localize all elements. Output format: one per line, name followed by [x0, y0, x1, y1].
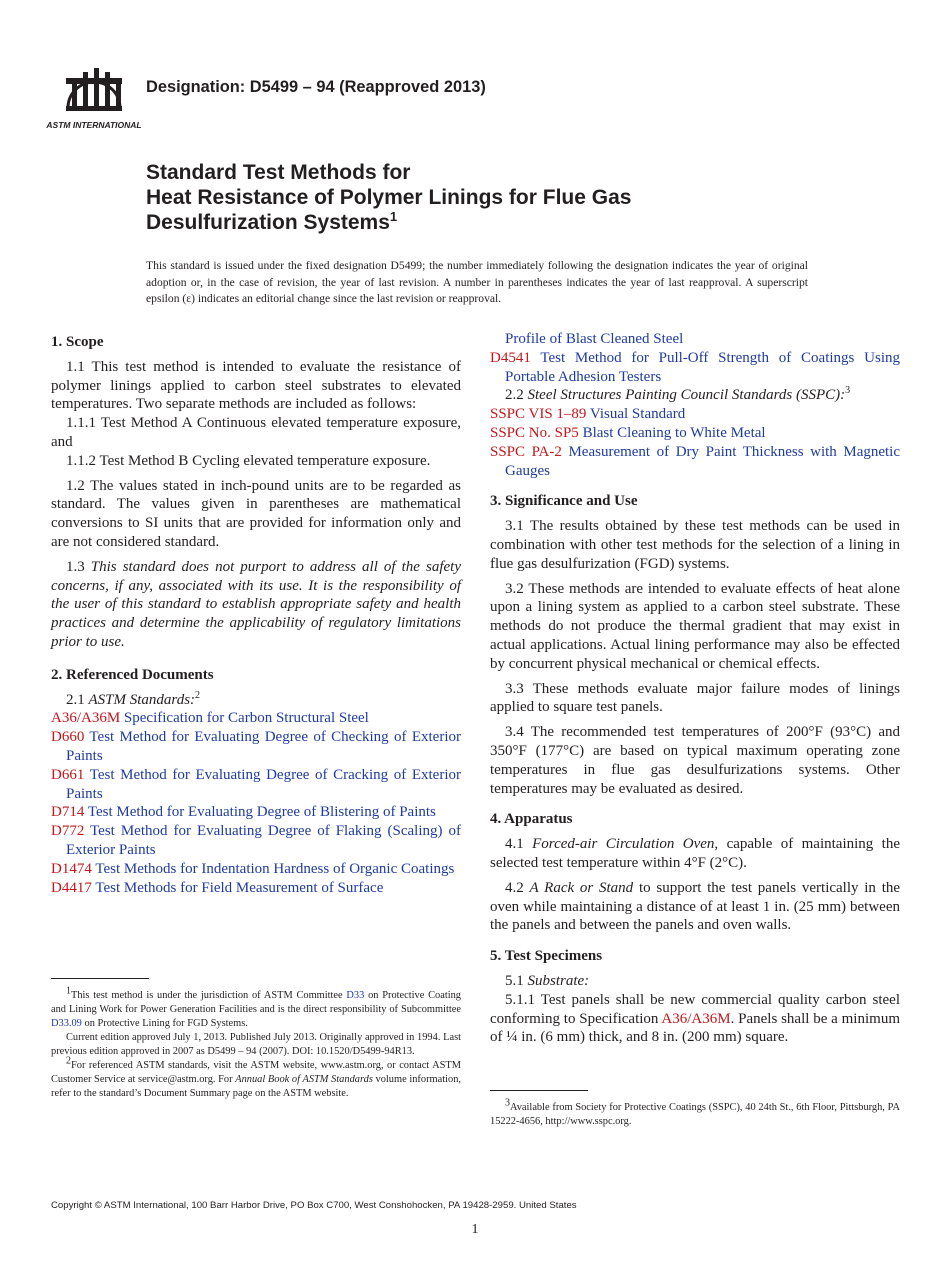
- ref-title[interactable]: Test Methods for Field Measurement of Surface: [95, 879, 384, 896]
- footnote-1-text-a: This test method is under the jurisdiction of ASTM Committee: [71, 990, 343, 1001]
- paragraph-1-3-text: This standard does not purport to address all of the safety concerns, if any, associated with its use. It is the responsibility of the user of this standard to establish appropriate safety and health practices and determine the applicability of regulatory limitations prior to use.: [51, 558, 461, 650]
- astm-international-logo: [46, 58, 142, 132]
- section-heading-scope: 1. Scope: [51, 334, 104, 350]
- ref-title[interactable]: Visual Standard: [589, 406, 686, 423]
- paragraph-1-1-1: 1.1.1 Test Method A Continuous elevated temperature exposure, and: [51, 415, 461, 450]
- paragraph-3-2: 3.2 These methods are intended to evaluate effects of heat alone upon a lining system as applied to a carbon steel substrate. These methods do not produce the thermal gradient that may exist in actual applications. Actual lining performance may also be effected by concurrent physical mechanical or chemical effects.: [490, 580, 900, 672]
- footnotes-right: [490, 1090, 900, 1129]
- ref-title[interactable]: Measurement of Dry Paint Thickness with Magnetic Gauges: [505, 443, 901, 479]
- title-footnote-mark: 1: [389, 209, 398, 224]
- copyright-notice: Copyright © ASTM International, 100 Barr Harbor Drive, PO Box C700, West Conshohocken, PA 19428-2959. United States: [51, 1200, 577, 1211]
- paragraph-5-1-1-text-b: . Panels shall be a minimum of ¼ in. (6 mm) thick, and 8 in. (200 mm) square.: [490, 1010, 900, 1046]
- ref-code[interactable]: A36/A36M: [51, 710, 121, 727]
- ref-title[interactable]: Test Method for Pull-Off Strength of Coatings Using Portable Adhesion Testers: [505, 349, 900, 385]
- paragraph-4-1-label: Forced-air Circulation Oven,: [532, 836, 719, 853]
- ref-title[interactable]: Test Method for Evaluating Degree of Cracking of Exterior Paints: [66, 766, 461, 802]
- ref-sspc-pa2[interactable]: [490, 443, 900, 481]
- ref-d772[interactable]: [51, 822, 461, 860]
- footnote-1-link-subcommittee[interactable]: D33.09: [51, 1018, 82, 1029]
- ref-sspc-sp5[interactable]: [490, 424, 900, 443]
- footnote-2: [51, 1055, 461, 1101]
- ref-code[interactable]: D660: [51, 729, 85, 746]
- section-heading-apparatus: 4. Apparatus: [490, 811, 573, 828]
- ref-code[interactable]: D4541: [490, 349, 531, 366]
- footnote-rule: [490, 1090, 588, 1091]
- ref-code[interactable]: D661: [51, 766, 85, 783]
- ref-title[interactable]: Test Method for Evaluating Degree of Blistering of Paints: [87, 804, 436, 821]
- ref-title[interactable]: Specification for Carbon Structural Steel: [123, 710, 369, 727]
- section-heading-referenced-documents: 2. Referenced Documents: [51, 666, 214, 683]
- ref-d1474[interactable]: [51, 860, 461, 879]
- section-heading-significance: 3. Significance and Use: [490, 493, 638, 510]
- section-heading-test-specimens: 5. Test Specimens: [490, 948, 603, 965]
- footnote-1-link-committee[interactable]: D33: [346, 990, 365, 1001]
- paragraph-5-1-1-link[interactable]: A36/A36M: [661, 1010, 731, 1027]
- right-column: [490, 330, 900, 1047]
- ref-d4417[interactable]: [51, 879, 461, 898]
- title-line-1: Standard Test Methods for: [146, 161, 411, 184]
- ref-title[interactable]: Blast Cleaning to White Metal: [582, 424, 766, 441]
- paragraph-2-2-label: Steel Structures Painting Council Standards (SSPC):: [527, 387, 846, 404]
- footnote-2-italic: Annual Book of ASTM Standards: [235, 1074, 373, 1085]
- title-line-2: Heat Resistance of Polymer Linings for Flue Gas: [146, 186, 632, 209]
- paragraph-1-2: 1.2 The values stated in inch-pound units are to be regarded as standard. The values given in parentheses are mathematical conversions to SI units that are provided for information only and are not considered standard.: [51, 477, 461, 550]
- paragraph-4-1-number: 4.1: [505, 836, 524, 853]
- paragraph-4-2-text: to support the test panels vertically in the oven while maintaining a distance of at least 1 in. (25 mm) between the panels and between the panels and oven walls.: [490, 879, 901, 934]
- paragraph-5-1-1: [490, 991, 900, 1047]
- paragraph-4-1: [490, 835, 900, 873]
- footnote-3: [490, 1097, 900, 1129]
- paragraph-1-3-number: 1.3: [66, 558, 85, 575]
- footnote-2-mark: 2: [66, 1055, 71, 1067]
- footnote-rule: [51, 978, 149, 979]
- paragraph-4-2-number: 4.2: [505, 879, 524, 896]
- ref-title[interactable]: Test Method for Evaluating Degree of Checking of Exterior Paints: [66, 729, 461, 764]
- paragraph-3-1: 3.1 The results obtained by these test methods can be used in combination with other test methods for the selection of a lining in flue gas desulfurization (FGD) systems.: [490, 518, 900, 572]
- paragraph-3-4: 3.4 The recommended test temperatures of 200°F (93°C) and 350°F (177°C) are based on typical maximum operating zone temperatures in flue gas desulfurizations systems. Other temperatures may be evaluated as desired.: [490, 724, 900, 797]
- ref-code[interactable]: SSPC PA-2: [490, 443, 562, 460]
- paragraph-5-1: [490, 972, 900, 991]
- ref-code[interactable]: D1474: [51, 860, 92, 877]
- ref-sspc-vis[interactable]: [490, 405, 900, 424]
- paragraph-2-2: [490, 386, 900, 405]
- standard-note: This standard is issued under the fixed designation D5499; the number immediately following the designation indicates the year of original adoption or, in the case of revision, the year of last revision. A number in parentheses indicates the year of last reapproval. A superscript epsilon (ε) indicates an editorial change since the last revision or reapproval.: [146, 259, 808, 305]
- ref-d4541[interactable]: [490, 349, 900, 387]
- footnote-2-text-a: For referenced ASTM standards, visit the ASTM website, www.astm.org, or contact ASTM Customer Service at service@astm.org. For: [51, 1060, 461, 1085]
- paragraph-4-2: [490, 879, 900, 935]
- footnote-1-mark: 1: [66, 985, 71, 997]
- ref-d661[interactable]: [51, 766, 461, 804]
- title-line-3-text: Desulfurization Systems: [146, 211, 390, 234]
- paragraph-4-2-label: A Rack or Stand: [529, 879, 634, 896]
- designation: Designation: D5499 – 94 (Reapproved 2013): [146, 78, 486, 96]
- document-title: [146, 160, 846, 235]
- ref-code[interactable]: D4417: [51, 879, 92, 896]
- ref-code[interactable]: SSPC No. SP5: [490, 424, 579, 441]
- paragraph-1-1: 1.1 This test method is intended to evaluate the resistance of polymer linings applied to carbon steel substrates to elevated temperatures. Two separate methods are included as follows:: [51, 358, 461, 413]
- paragraph-5-1-1-text-a: 5.1.1 Test panels shall be new commercial quality carbon steel conforming to Specification: [490, 991, 900, 1027]
- ref-title[interactable]: Test Methods for Indentation Hardness of Organic Coatings: [95, 860, 455, 877]
- page-number: 1: [471, 1222, 479, 1237]
- footnote-3-mark: 3: [505, 1097, 510, 1109]
- ref-code[interactable]: D714: [51, 804, 85, 821]
- ref-code[interactable]: SSPC VIS 1–89: [490, 406, 587, 423]
- paragraph-5-1-label: Substrate:: [527, 972, 590, 989]
- paragraph-2-1-label: ASTM Standards:: [88, 691, 196, 708]
- footnote-1: [51, 985, 461, 1031]
- ref-d4417-continued[interactable]: Profile of Blast Cleaned Steel: [505, 331, 684, 347]
- paragraph-1-3: [51, 558, 461, 652]
- footnote-3-text: Available from Society for Protective Coatings (SSPC), 40 24th St., 6th Floor, Pittsburgh, PA 15222-4656, http://www.sspc.org.: [490, 1102, 900, 1127]
- ref-d714[interactable]: [51, 803, 461, 822]
- footnotes-left: [51, 978, 461, 1101]
- paragraph-4-1-text: capable of maintaining the selected test temperature within 4°F (2°C).: [490, 836, 901, 871]
- paragraph-2-2-number: 2.2: [505, 387, 524, 404]
- paragraph-3-3: 3.3 These methods evaluate major failure modes of linings applied to square test panels.: [490, 680, 900, 716]
- paragraph-2-1-number: 2.1: [66, 691, 85, 708]
- footnote-1-text-b: on Protective Coating and Lining Work for Power Generation Facilities and is the direct responsibility of Subcommittee: [51, 990, 461, 1015]
- logo-text: ASTM INTERNATIONAL: [46, 120, 142, 130]
- footnote-2-text-b: volume information, refer to the standard’s Document Summary page on the ASTM website.: [51, 1074, 461, 1099]
- paragraph-1-1-2: 1.1.2 Test Method B Cycling elevated temperature exposure.: [66, 452, 431, 469]
- ref-code[interactable]: D772: [51, 823, 85, 840]
- ref-a36[interactable]: [51, 709, 461, 728]
- footnote-1-text-c: on Protective Lining for FGD Systems.: [84, 1018, 248, 1029]
- paragraph-2-1-sup: 2: [195, 689, 201, 701]
- paragraph-2-2-sup: 3: [845, 385, 851, 397]
- footnote-1-edition: Current edition approved July 1, 2013. Published July 2013. Originally approved in 1994. Last previous edition approved in 2007 as D5499 – 94 (2007). DOI: 10.1520/D5499-94R13.: [51, 1032, 461, 1057]
- ref-d660[interactable]: [51, 728, 461, 766]
- paragraph-5-1-number: 5.1: [505, 972, 524, 989]
- left-column: [51, 330, 461, 897]
- title-line-3: [146, 210, 846, 235]
- paragraph-2-1: [51, 691, 461, 710]
- ref-title[interactable]: Test Method for Evaluating Degree of Flaking (Scaling) of Exterior Paints: [66, 823, 461, 858]
